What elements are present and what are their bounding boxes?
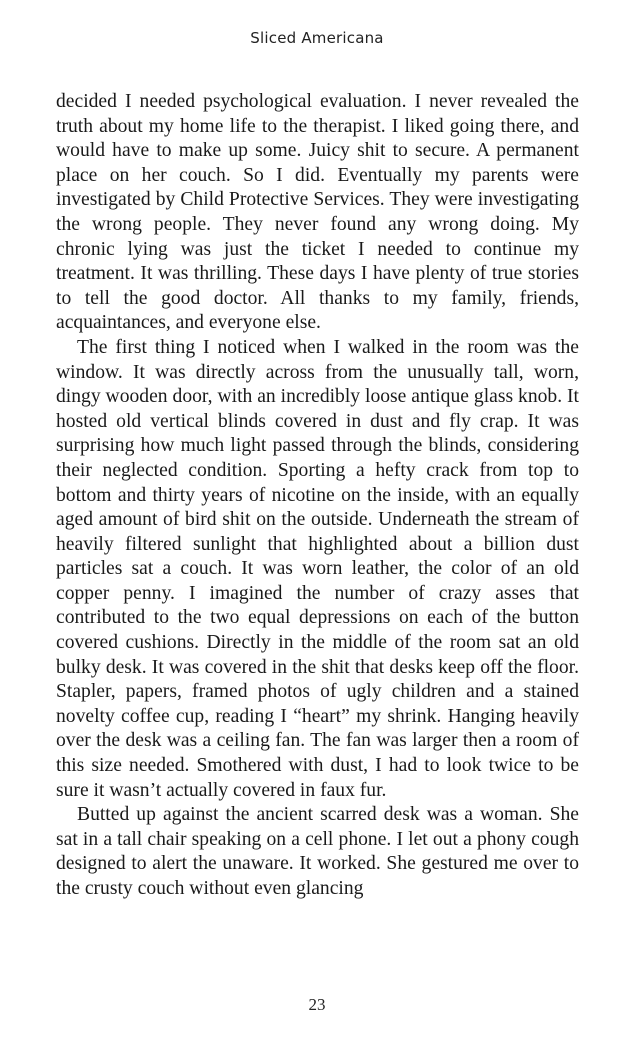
body-text <box>56 90 579 902</box>
page-number: 23 <box>308 995 326 1014</box>
paragraph-window-description: The first thing I noticed when I walked in the room was the window. It was directly across from the unusually tall, worn, dingy wooden door, with an incredibly loose antique glass knob. It hosted old vertical blinds covered in dust and fly crap. It was surprising how much light passed through the blinds, considering their neglected condition. Sporting a hefty crack from top to bottom and thirty years of nicotine on the inside, with an equally aged amount of bird shit on the outside. Underneath the stream of heavily filtered sunlight that highlighted about a billion dust particles sat a couch. It was worn leather, the color of an old copper penny. I imagined the number of crazy asses that contributed to the two equal depressions on each of the button covered cushions. Directly in the middle of the room sat an old bulky desk. It was covered in the shit that desks keep off the floor. Stapler, papers, framed photos of ugly children and a stained novelty coffee cup, reading I “heart” my shrink. Hanging heavily over the desk was a ceiling fan. The fan was larger then a room of this size needed. Smothered with dust, I had to look twice to be sure it wasn’t actually covered in faux fur. <box>56 336 579 801</box>
running-head-title: Sliced Americana <box>250 29 384 47</box>
paragraph-continued: decided I needed psychological evaluation. I never revealed the truth about my home life to the therapist. I liked going there, and would have to make up some. Juicy shit to secure. A permanent place on her couch. So I did. Eventually my parents were investigated by Child Protective Services. They were investigating the wrong people. They never found any wrong doing. My chronic lying was just the ticket I needed to continue my treatment. It was thrilling. These days I have plenty of true stories to tell the good doctor. All thanks to my family, friends, acquaintances, and everyone else. <box>56 91 579 334</box>
paragraph-woman-at-desk: Butted up against the ancient scarred desk was a woman. She sat in a tall chair speaking on a cell phone. I let out a phony cough designed to alert the unaware. It worked. She gestured me over to the crusty couch without even glancing <box>56 804 579 899</box>
